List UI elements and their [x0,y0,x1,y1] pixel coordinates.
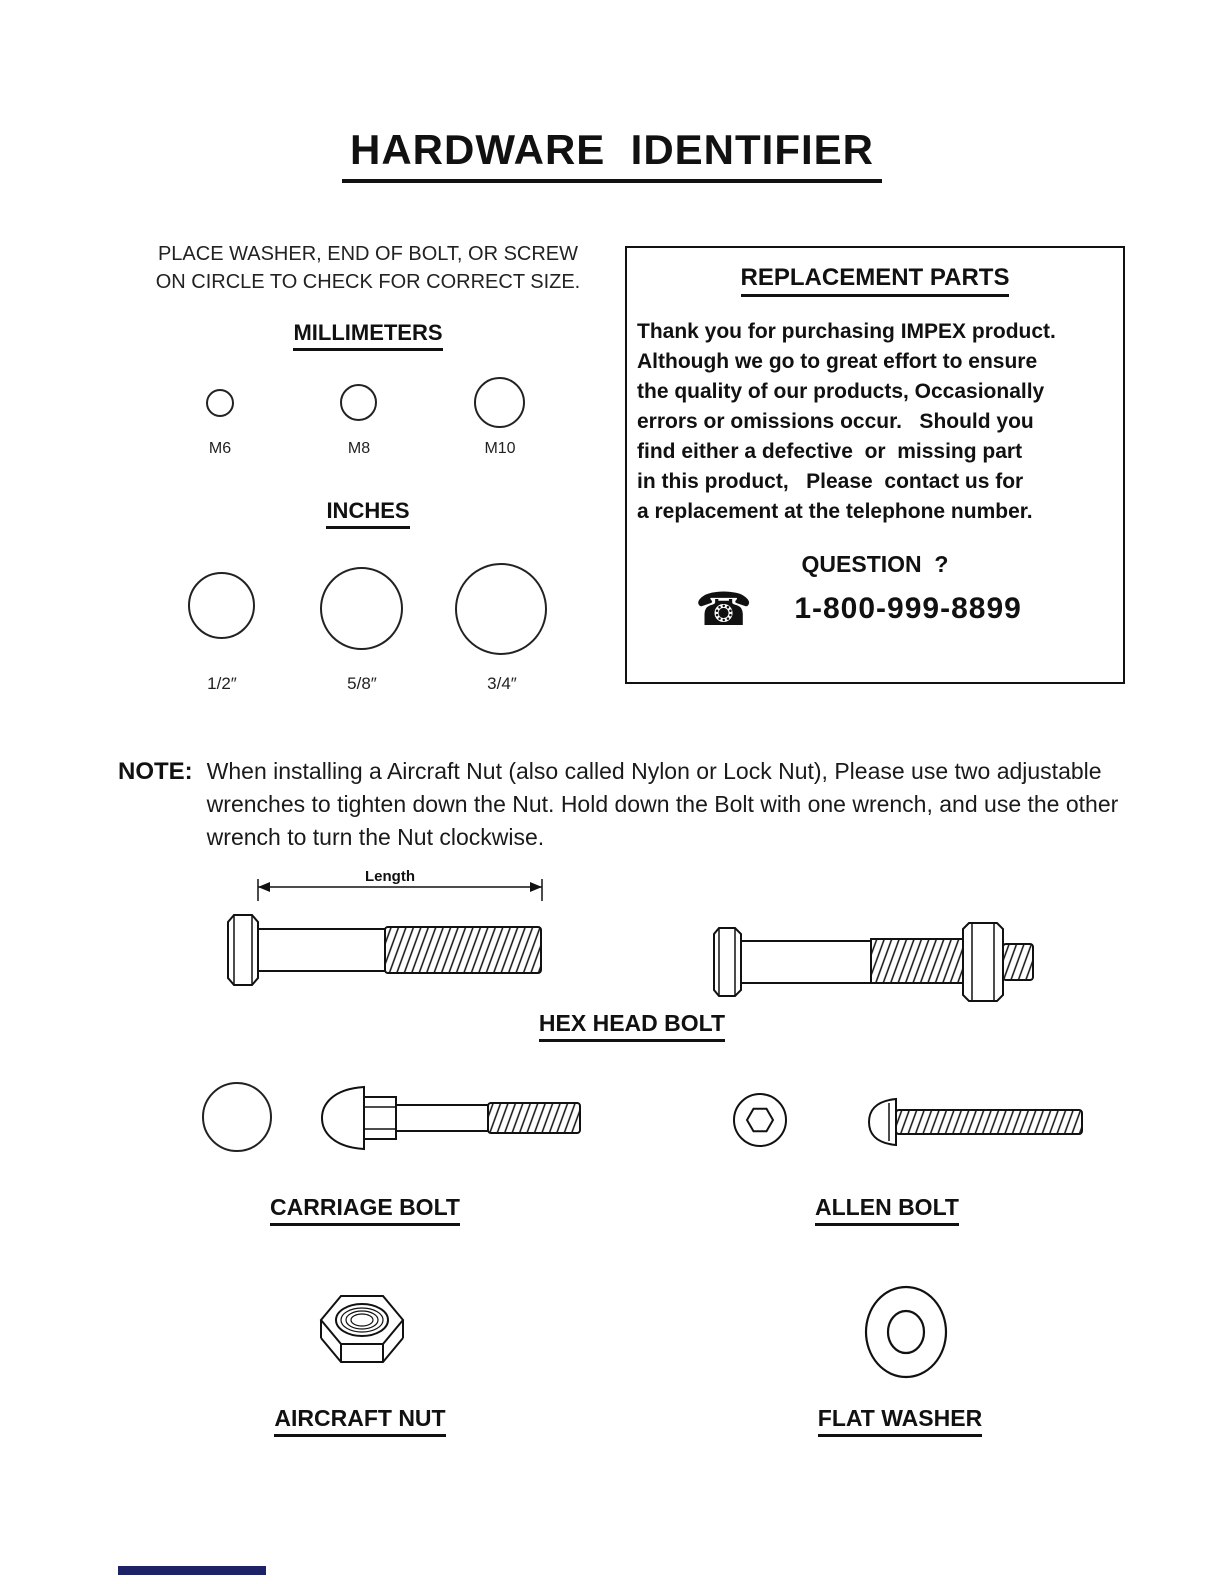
size-checker-instruction [128,240,608,296]
replacement-parts-body-line: in this product, Please contact us for [637,470,1024,493]
note-text: When installing a Aircraft Nut (also called Nylon or Lock Nut), Please use two adjustable wrenches to tighten down the Nut. Hold down the Bolt with one wrench, and use the other wrench to turn the Nut clockwise. [206,758,1119,850]
size-circle-three-quarters-inch [455,563,547,655]
question-label: QUESTION ? [801,551,949,577]
replacement-parts-body [637,317,1115,527]
replacement-parts-box [625,246,1125,684]
page-title [0,126,1224,183]
telephone-icon: ☎ [695,583,753,635]
hex-bolt-with-length-drawing [222,870,554,992]
note-label: NOTE: [118,758,193,785]
millimeters-heading: MILLIMETERS [128,320,608,351]
carriage-bolt-label: CARRIAGE BOLT [215,1194,515,1226]
phone-number: 1-800-999-8899 [794,592,1022,625]
instruction-line-2: ON CIRCLE TO CHECK FOR CORRECT SIZE. [155,271,581,293]
size-circle-label-m8: M8 [347,440,371,457]
replacement-parts-body-line: the quality of our products, Occasionally [637,380,1045,403]
page-title-text: HARDWARE IDENTIFIER [342,126,882,183]
allen-bolt-drawing [866,1096,1088,1148]
instruction-line-1: PLACE WASHER, END OF BOLT, OR SCREW [157,243,579,265]
inches-heading: INCHES [128,498,608,529]
hex-head-bolt-label: HEX HEAD BOLT [432,1010,832,1042]
size-circle-label-m6: M6 [208,440,232,457]
page-footer-bar [118,1566,266,1575]
replacement-parts-heading: REPLACEMENT PARTS [627,264,1123,297]
phone-row [627,583,1123,635]
length-dimension-label: Length [365,870,415,885]
allen-bolt-head-circle [730,1090,790,1150]
size-circle-label-half-inch: 1/2″ [207,674,237,693]
allen-bolt-label: ALLEN BOLT [737,1194,1037,1226]
replacement-parts-body-line: Although we go to great effort to ensure [637,350,1038,373]
carriage-bolt-head-circle [202,1082,272,1152]
size-circle-label-m10: M10 [484,440,516,457]
size-circle-m10 [474,377,525,428]
note-block [118,755,1153,854]
flat-washer-drawing [862,1283,950,1381]
aircraft-nut-label: AIRCRAFT NUT [210,1405,510,1437]
size-circle-five-eighths-inch [320,567,403,650]
size-circle-label-five-eighths-inch: 5/8″ [347,674,377,693]
hex-bolt-with-nut-drawing [708,922,1038,1002]
size-circle-half-inch [188,572,255,639]
aircraft-nut-drawing [305,1278,420,1383]
carriage-bolt-drawing [318,1083,583,1153]
size-circle-m6 [206,389,234,417]
flat-washer-label: FLAT WASHER [750,1405,1050,1437]
size-circle-label-three-quarters-inch: 3/4″ [487,674,517,693]
replacement-parts-body-line: Thank you for purchasing IMPEX product. [637,320,1056,343]
replacement-parts-body-line: a replacement at the telephone number. [637,500,1033,523]
replacement-parts-body-line: errors or omissions occur. Should you [637,410,1034,433]
replacement-parts-body-line: find either a defective or missing part [637,440,1023,463]
size-circle-m8 [340,384,377,421]
